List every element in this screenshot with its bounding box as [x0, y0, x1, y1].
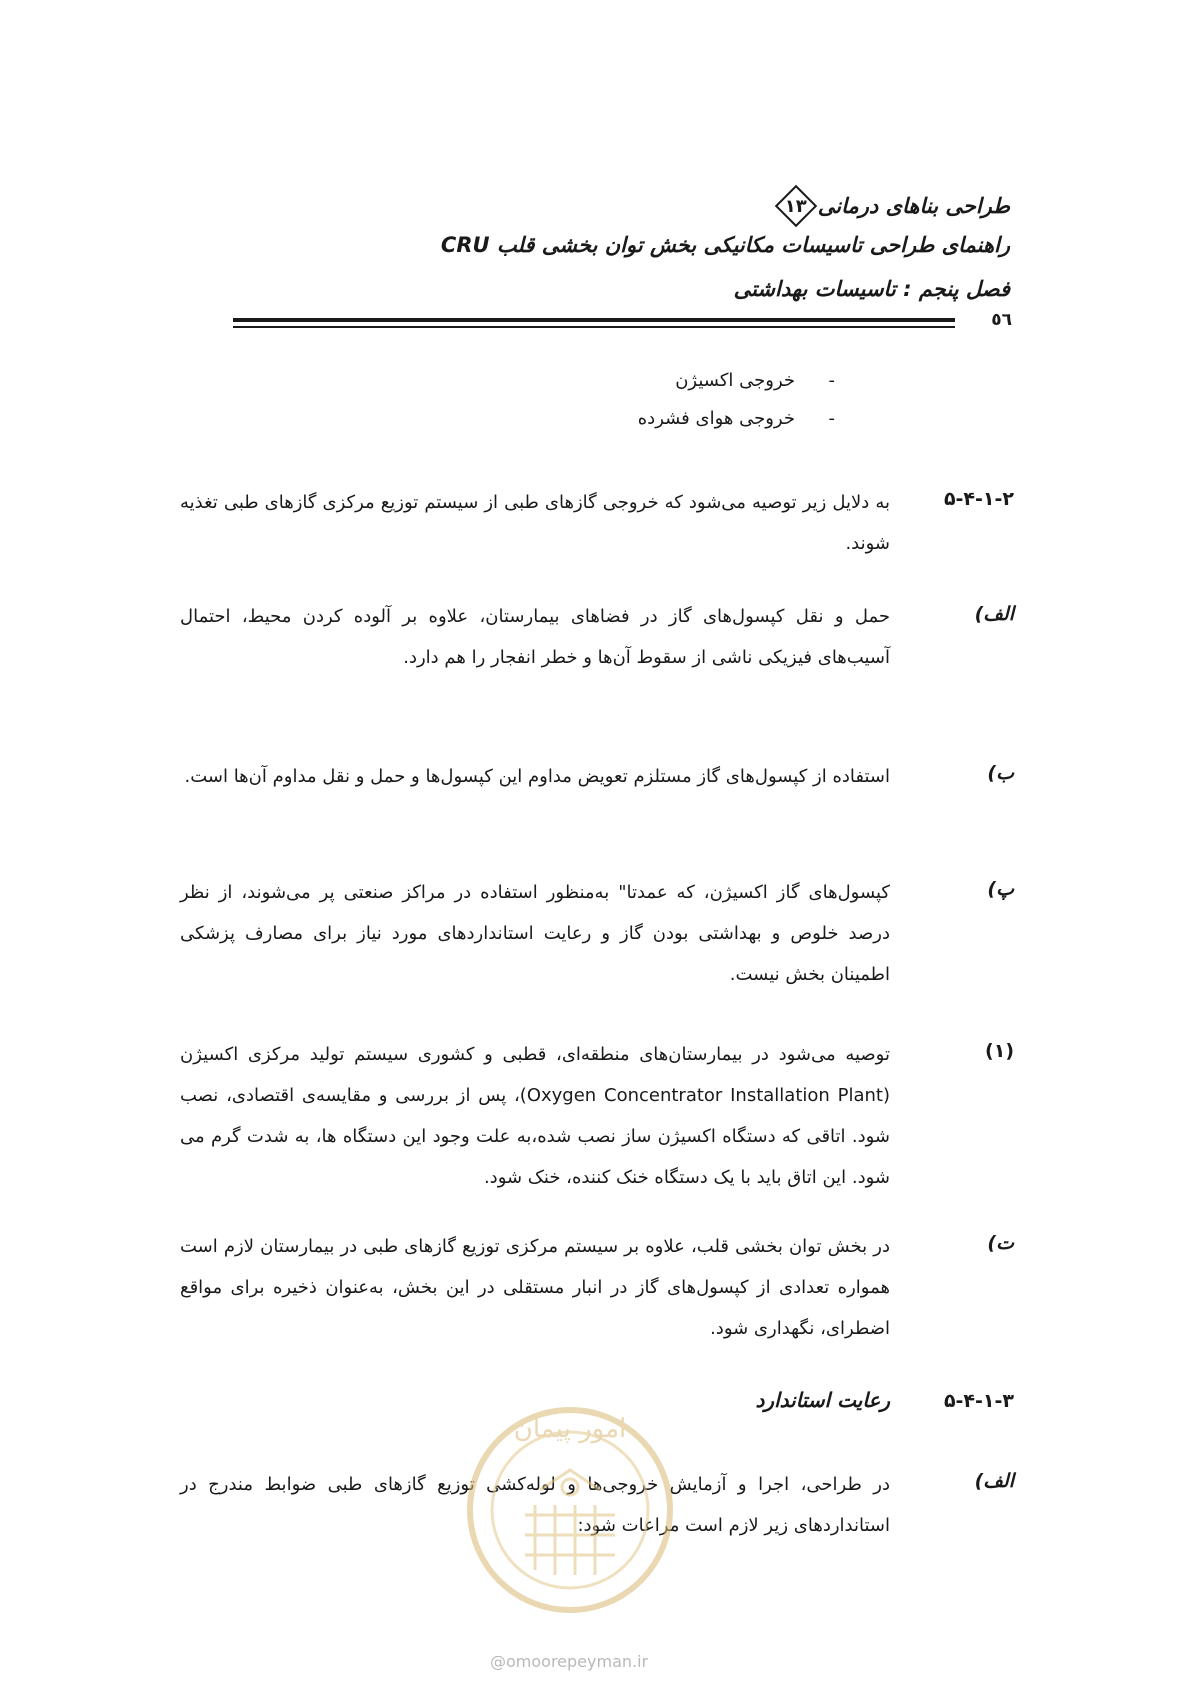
svg-text:امور پیمان: امور پیمان: [513, 1414, 627, 1444]
list-item-dash: -: [828, 370, 835, 391]
section-paragraph: به دلایل زیر توصیه می‌شود که خروجی گازهای طبی از سیستم توزیع مرکزی گازهای طبی تغذیه شوند.: [180, 492, 890, 554]
list-item: خروجی هوای فشرده: [637, 408, 795, 429]
section-number: ۵-۴-۱-۲: [943, 488, 1014, 510]
item-label: الف): [974, 1470, 1014, 1492]
header-guide-title: راهنمای طراحی تاسیسات مکانیکی بخش توان بخشی قلب CRU: [440, 233, 1010, 257]
header-rule-thick: [233, 318, 955, 322]
header-book-title: طراحی بناهای درمانی: [817, 194, 1010, 218]
item-label: پ): [987, 878, 1014, 900]
watermark-site: @omoorepeyman.ir: [490, 1652, 649, 1671]
list-item: خروجی اکسیژن: [675, 370, 795, 391]
item-paragraph: در بخش توان بخشی قلب، علاوه بر سیستم مرکزی توزیع گازهای طبی در بیمارستان لازم است همواره تعدادی از کپسول‌های گاز در انبار مستقلی در این بخش، به‌عنوان ذخیره برای مواقع اضطرای، نگهداری شود.: [180, 1236, 890, 1339]
header-chapter-title: فصل پنجم : تاسیسات بهداشتی: [733, 277, 1010, 301]
list-item-dash: -: [828, 408, 835, 429]
item-paragraph: توصیه می‌شود در بیمارستان‌های منطقه‌ای، قطبی و کشوری سیستم تولید مرکزی اکسیژن (Oxygen Concentrator Installation Plant)، پس از بررسی و مقایسه‌ی اقتصادی، نصب شود. اتاقی که دستگاه اکسیژن ساز نصب شده،به علت وجود این دستگاه ها، به شدت گرم می شود. این اتاق باید با یک دستگاه خنک کننده، خنک شود.: [180, 1044, 890, 1188]
section-title: رعایت استاندارد: [755, 1388, 890, 1412]
item-label: الف): [974, 603, 1014, 625]
item-paragraph: استفاده از کپسول‌های گاز مستلزم تعویض مداوم این کپسول‌ها و حمل و نقل مداوم آن‌ها است.: [184, 766, 890, 787]
chapter-badge-icon: ۱۳: [776, 186, 816, 226]
item-paragraph: حمل و نقل کپسول‌های گاز در فضاهای بیمارستان، علاوه بر آلوده کردن محیط، احتمال آسیب‌های فیزیکی ناشی از سقوط آن‌ها و خطر انفجار را هم دارد.: [180, 606, 890, 668]
item-label: ت): [987, 1232, 1014, 1254]
header-rule-thin: [233, 326, 955, 328]
item-label: ب): [987, 762, 1014, 784]
page-number: ٥٦: [991, 310, 1012, 330]
header-title-line1: [776, 186, 1010, 226]
item-label: (۱): [985, 1040, 1014, 1062]
item-paragraph: در طراحی، اجرا و آزمایش خروجی‌ها و لوله‌کشی توزیع گازهای طبی ضوابط مندرج در استانداردهای زیر لازم است مراعات شود:: [180, 1474, 890, 1536]
seal-logo-icon: [455, 1395, 685, 1625]
section-number: ۵-۴-۱-۳: [943, 1390, 1014, 1412]
item-paragraph: کپسول‌های گاز اکسیژن، که عمدتا" به‌منظور استفاده در مراکز صنعتی پر می‌شوند، از نظر درصد خلوص و بهداشتی بودن گاز و رعایت استانداردهای مورد نیاز برای مصارف پزشکی اطمینان بخش نیست.: [180, 882, 890, 985]
